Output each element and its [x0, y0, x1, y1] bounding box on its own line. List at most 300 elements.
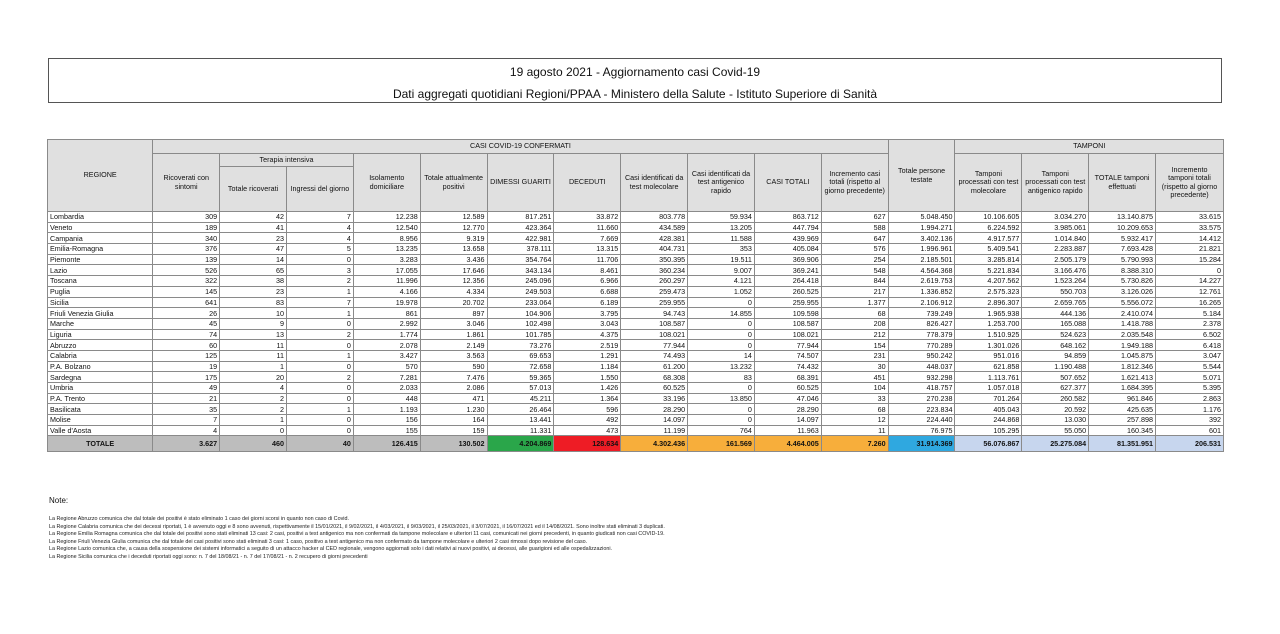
value-cell: 156 — [353, 415, 420, 426]
value-cell: 74.493 — [621, 350, 688, 361]
value-cell: 73.276 — [487, 340, 554, 351]
value-cell: 13 — [220, 329, 287, 340]
value-cell: 145 — [153, 286, 220, 297]
value-cell: 1.193 — [353, 404, 420, 415]
value-cell: 1.190.488 — [1022, 361, 1089, 372]
value-cell: 369.906 — [754, 254, 821, 265]
value-cell: 340 — [153, 233, 220, 244]
value-cell: 217 — [821, 286, 888, 297]
value-cell: 3.427 — [353, 350, 420, 361]
value-cell: 154 — [821, 340, 888, 351]
total-value-cell: 161.569 — [688, 436, 755, 452]
header-incremento: Incremento casi totali (rispetto al giorno precedente) — [821, 154, 888, 212]
value-cell: 0 — [287, 254, 354, 265]
value-cell: 1.052 — [688, 286, 755, 297]
value-cell: 77.944 — [754, 340, 821, 351]
report-subtitle: Dati aggregati quotidiani Regioni/PPAA - Ministero della Salute - Istituto Superiore di Sanità — [392, 87, 878, 101]
value-cell: 19.511 — [688, 254, 755, 265]
value-cell: 1.253.700 — [955, 318, 1022, 329]
value-cell: 38 — [220, 276, 287, 287]
value-cell: 212 — [821, 329, 888, 340]
value-cell: 3.043 — [554, 318, 621, 329]
value-cell: 16.265 — [1156, 297, 1224, 308]
value-cell: 1.045.875 — [1089, 350, 1156, 361]
header-tamp-incremento: Incremento tamponi totali (rispetto al giorno precedente) — [1156, 154, 1224, 212]
value-cell: 11.706 — [554, 254, 621, 265]
value-cell: 13.232 — [688, 361, 755, 372]
value-cell: 101.785 — [487, 329, 554, 340]
value-cell: 23 — [220, 286, 287, 297]
total-value-cell: 31.914.369 — [888, 436, 955, 452]
value-cell: 2.410.074 — [1089, 308, 1156, 319]
region-name-cell: Marche — [48, 318, 153, 329]
value-cell: 2.378 — [1156, 318, 1224, 329]
value-cell: 448 — [353, 393, 420, 404]
table-row — [48, 212, 1224, 223]
value-cell: 69.653 — [487, 350, 554, 361]
value-cell: 0 — [688, 297, 755, 308]
value-cell: 423.364 — [487, 222, 554, 233]
value-cell: 3.047 — [1156, 350, 1224, 361]
group-header-terapia: Terapia intensiva — [220, 154, 354, 167]
value-cell: 550.703 — [1022, 286, 1089, 297]
value-cell: 803.778 — [621, 212, 688, 223]
value-cell: 10 — [220, 308, 287, 319]
value-cell: 378.111 — [487, 244, 554, 255]
total-value-cell: 81.351.951 — [1089, 436, 1156, 452]
value-cell: 17.055 — [353, 265, 420, 276]
value-cell: 74 — [153, 329, 220, 340]
header-tamp-molecolare: Tamponi processati con test molecolare — [955, 154, 1022, 212]
value-cell: 1.426 — [554, 383, 621, 394]
value-cell: 590 — [420, 361, 487, 372]
value-cell: 0 — [1156, 265, 1224, 276]
table-row — [48, 404, 1224, 415]
total-value-cell: 4.302.436 — [621, 436, 688, 452]
value-cell: 322 — [153, 276, 220, 287]
value-cell: 26.464 — [487, 404, 554, 415]
value-cell: 0 — [287, 340, 354, 351]
value-cell: 259.955 — [754, 297, 821, 308]
value-cell: 45.211 — [487, 393, 554, 404]
value-cell: 10.106.605 — [955, 212, 1022, 223]
value-cell: 12.761 — [1156, 286, 1224, 297]
value-cell: 8.956 — [353, 233, 420, 244]
value-cell: 108.021 — [621, 329, 688, 340]
note-line: La Regione Friuli Venezia Giulia comunica che dal totale dei casi positivi sono stati eliminati 3 casi: 1 caso, positivo a test antigenico ma non confermato da tampone molecolare e ulteriori 2 casi rimossi dopo revisione del caso. — [49, 538, 588, 545]
table-row — [48, 383, 1224, 394]
value-cell: 33.872 — [554, 212, 621, 223]
value-cell: 33.196 — [621, 393, 688, 404]
header-dimessi: DIMESSI GUARITI — [487, 154, 554, 212]
report-title: 19 agosto 2021 - Aggiornamento casi Covid-19 — [509, 65, 761, 79]
value-cell: 164 — [420, 415, 487, 426]
value-cell: 41 — [220, 222, 287, 233]
value-cell: 350.395 — [621, 254, 688, 265]
value-cell: 10.209.653 — [1089, 222, 1156, 233]
value-cell: 19 — [153, 361, 220, 372]
value-cell: 11 — [220, 340, 287, 351]
value-cell: 2.505.179 — [1022, 254, 1089, 265]
value-cell: 14 — [688, 350, 755, 361]
value-cell: 11 — [821, 425, 888, 436]
value-cell: 0 — [287, 361, 354, 372]
value-cell: 13.850 — [688, 393, 755, 404]
value-cell: 20 — [220, 372, 287, 383]
value-cell: 223.834 — [888, 404, 955, 415]
value-cell: 447.794 — [754, 222, 821, 233]
region-name-cell: P.A. Bolzano — [48, 361, 153, 372]
value-cell: 6.418 — [1156, 340, 1224, 351]
value-cell: 1 — [220, 415, 287, 426]
value-cell: 576 — [821, 244, 888, 255]
value-cell: 1.774 — [353, 329, 420, 340]
value-cell: 5.071 — [1156, 372, 1224, 383]
value-cell: 3.436 — [420, 254, 487, 265]
value-cell: 596 — [554, 404, 621, 415]
notes-list — [49, 516, 1209, 562]
value-cell: 125 — [153, 350, 220, 361]
header-tamp-totale: TOTALE tamponi effettuati — [1089, 154, 1156, 212]
value-cell: 13.658 — [420, 244, 487, 255]
header-molecolare: Casi identificati da test molecolare — [621, 154, 688, 212]
value-cell: 4 — [220, 383, 287, 394]
value-cell: 6.688 — [554, 286, 621, 297]
value-cell: 309 — [153, 212, 220, 223]
value-cell: 1 — [287, 350, 354, 361]
value-cell: 139 — [153, 254, 220, 265]
table-row — [48, 265, 1224, 276]
value-cell: 14 — [220, 254, 287, 265]
header-antigenico: Casi identificati da test antigenico rapido — [688, 154, 755, 212]
note-line: La Regione Abruzzo comunica che dal totale dei positivi è stato eliminato 1 caso dei giorni scorsi in quanto non caso di Covid. — [49, 516, 349, 522]
total-value-cell: 7.260 — [821, 436, 888, 452]
value-cell: 14.097 — [754, 415, 821, 426]
value-cell: 439.969 — [754, 233, 821, 244]
value-cell: 35 — [153, 404, 220, 415]
value-cell: 770.289 — [888, 340, 955, 351]
table-row — [48, 308, 1224, 319]
value-cell: 4 — [153, 425, 220, 436]
value-cell: 1.550 — [554, 372, 621, 383]
value-cell: 1.965.938 — [955, 308, 1022, 319]
value-cell: 2.659.765 — [1022, 297, 1089, 308]
value-cell: 3.563 — [420, 350, 487, 361]
value-cell: 94.859 — [1022, 350, 1089, 361]
table-row — [48, 222, 1224, 233]
value-cell: 7.281 — [353, 372, 420, 383]
region-name-cell: Campania — [48, 233, 153, 244]
value-cell: 4.166 — [353, 286, 420, 297]
value-cell: 861 — [353, 308, 420, 319]
value-cell: 826.427 — [888, 318, 955, 329]
value-cell: 155 — [353, 425, 420, 436]
value-cell: 1.812.346 — [1089, 361, 1156, 372]
region-name-cell: Lazio — [48, 265, 153, 276]
header-regione: REGIONE — [48, 140, 153, 212]
table-row — [48, 233, 1224, 244]
value-cell: 14.412 — [1156, 233, 1224, 244]
value-cell: 0 — [688, 340, 755, 351]
value-cell: 77.944 — [621, 340, 688, 351]
value-cell: 12.238 — [353, 212, 420, 223]
value-cell: 1.994.271 — [888, 222, 955, 233]
value-cell: 108.587 — [621, 318, 688, 329]
value-cell: 249.503 — [487, 286, 554, 297]
value-cell: 601 — [1156, 425, 1224, 436]
value-cell: 1.377 — [821, 297, 888, 308]
value-cell: 2 — [287, 329, 354, 340]
value-cell: 1.184 — [554, 361, 621, 372]
value-cell: 260.297 — [621, 276, 688, 287]
value-cell: 2.863 — [1156, 393, 1224, 404]
value-cell: 3.402.136 — [888, 233, 955, 244]
value-cell: 4.564.368 — [888, 265, 955, 276]
value-cell: 1.510.925 — [955, 329, 1022, 340]
total-value-cell: 206.531 — [1156, 436, 1224, 452]
value-cell: 2.078 — [353, 340, 420, 351]
value-cell: 19.978 — [353, 297, 420, 308]
table-row — [48, 425, 1224, 436]
value-cell: 0 — [688, 383, 755, 394]
value-cell: 5.409.541 — [955, 244, 1022, 255]
value-cell: 2.575.323 — [955, 286, 1022, 297]
value-cell: 473 — [554, 425, 621, 436]
value-cell: 961.846 — [1089, 393, 1156, 404]
value-cell: 9 — [220, 318, 287, 329]
value-cell: 2.035.548 — [1089, 329, 1156, 340]
value-cell: 627.377 — [1022, 383, 1089, 394]
value-cell: 5.544 — [1156, 361, 1224, 372]
value-cell: 2.185.501 — [888, 254, 955, 265]
value-cell: 641 — [153, 297, 220, 308]
value-cell: 5.932.417 — [1089, 233, 1156, 244]
value-cell: 3.285.814 — [955, 254, 1022, 265]
value-cell: 932.298 — [888, 372, 955, 383]
value-cell: 26 — [153, 308, 220, 319]
value-cell: 1 — [287, 404, 354, 415]
value-cell: 104.906 — [487, 308, 554, 319]
table-row — [48, 350, 1224, 361]
value-cell: 425.635 — [1089, 404, 1156, 415]
value-cell: 548 — [821, 265, 888, 276]
value-cell: 1.949.188 — [1089, 340, 1156, 351]
value-cell: 68.391 — [754, 372, 821, 383]
value-cell: 1.996.961 — [888, 244, 955, 255]
value-cell: 7.669 — [554, 233, 621, 244]
group-header-casi: CASI COVID-19 CONFERMATI — [153, 140, 888, 154]
region-name-cell: Lombardia — [48, 212, 153, 223]
value-cell: 264.418 — [754, 276, 821, 287]
value-cell: 7 — [153, 415, 220, 426]
value-cell: 0 — [688, 318, 755, 329]
value-cell: 5.556.072 — [1089, 297, 1156, 308]
value-cell: 951.016 — [955, 350, 1022, 361]
region-name-cell: Veneto — [48, 222, 153, 233]
value-cell: 175 — [153, 372, 220, 383]
value-cell: 11.331 — [487, 425, 554, 436]
value-cell: 21 — [153, 393, 220, 404]
table-row — [48, 286, 1224, 297]
total-value-cell: 130.502 — [420, 436, 487, 452]
value-cell: 526 — [153, 265, 220, 276]
table-row — [48, 340, 1224, 351]
table-row — [48, 244, 1224, 255]
total-value-cell: 56.076.867 — [955, 436, 1022, 452]
value-cell: 47 — [220, 244, 287, 255]
total-value-cell: 126.415 — [353, 436, 420, 452]
value-cell: 21.821 — [1156, 244, 1224, 255]
value-cell: 11.588 — [688, 233, 755, 244]
value-cell: 3.166.476 — [1022, 265, 1089, 276]
header-positivi: Totale attualmente positivi — [420, 154, 487, 212]
region-name-cell: Valle d'Aosta — [48, 425, 153, 436]
value-cell: 1.230 — [420, 404, 487, 415]
header-ti-ingressi: Ingressi del giorno — [287, 167, 354, 212]
value-cell: 1.684.395 — [1089, 383, 1156, 394]
region-name-cell: Molise — [48, 415, 153, 426]
value-cell: 28.290 — [621, 404, 688, 415]
value-cell: 369.241 — [754, 265, 821, 276]
value-cell: 507.652 — [1022, 372, 1089, 383]
value-cell: 897 — [420, 308, 487, 319]
total-row — [48, 436, 1224, 452]
total-value-cell: 460 — [220, 436, 287, 452]
header-isolamento: Isolamento domiciliare — [353, 154, 420, 212]
value-cell: 23 — [220, 233, 287, 244]
value-cell: 950.242 — [888, 350, 955, 361]
value-cell: 74.507 — [754, 350, 821, 361]
value-cell: 60 — [153, 340, 220, 351]
value-cell: 8.388.310 — [1089, 265, 1156, 276]
value-cell: 15.284 — [1156, 254, 1224, 265]
note-line: La Regione Sicilia comunica che i deceduti riportati oggi sono: n. 7 del 18/08/21 - n. 7 del 17/08/21 - n. 2 recupero di giorni precedenti — [49, 553, 368, 560]
value-cell: 59.365 — [487, 372, 554, 383]
value-cell: 4 — [287, 222, 354, 233]
value-cell: 270.238 — [888, 393, 955, 404]
value-cell: 20.592 — [1022, 404, 1089, 415]
region-name-cell: Liguria — [48, 329, 153, 340]
value-cell: 20.702 — [420, 297, 487, 308]
value-cell: 68 — [821, 308, 888, 319]
value-cell: 5.048.450 — [888, 212, 955, 223]
value-cell: 0 — [220, 425, 287, 436]
value-cell: 65 — [220, 265, 287, 276]
total-value-cell: 128.634 — [554, 436, 621, 452]
value-cell: 33 — [821, 393, 888, 404]
value-cell: 11.660 — [554, 222, 621, 233]
value-cell: 11.963 — [754, 425, 821, 436]
region-name-cell: Friuli Venezia Giulia — [48, 308, 153, 319]
value-cell: 3.985.061 — [1022, 222, 1089, 233]
value-cell: 360.234 — [621, 265, 688, 276]
value-cell: 245.096 — [487, 276, 554, 287]
value-cell: 231 — [821, 350, 888, 361]
value-cell: 1.336.852 — [888, 286, 955, 297]
value-cell: 108.021 — [754, 329, 821, 340]
group-header-row — [48, 140, 1224, 154]
value-cell: 13.315 — [554, 244, 621, 255]
value-cell: 451 — [821, 372, 888, 383]
value-cell: 1.291 — [554, 350, 621, 361]
value-cell: 259.473 — [621, 286, 688, 297]
value-cell: 2 — [287, 372, 354, 383]
value-cell: 5.221.834 — [955, 265, 1022, 276]
value-cell: 11 — [220, 350, 287, 361]
group-header-tamponi: TAMPONI — [955, 140, 1224, 154]
value-cell: 1.364 — [554, 393, 621, 404]
value-cell: 59.934 — [688, 212, 755, 223]
value-cell: 471 — [420, 393, 487, 404]
total-value-cell: 40 — [287, 436, 354, 452]
region-name-cell: Abruzzo — [48, 340, 153, 351]
value-cell: 49 — [153, 383, 220, 394]
header-casi-totali: CASI TOTALI — [754, 154, 821, 212]
value-cell: 7.693.428 — [1089, 244, 1156, 255]
value-cell: 0 — [287, 393, 354, 404]
value-cell: 208 — [821, 318, 888, 329]
value-cell: 405.043 — [955, 404, 1022, 415]
value-cell: 28.290 — [754, 404, 821, 415]
value-cell: 343.134 — [487, 265, 554, 276]
value-cell: 76.975 — [888, 425, 955, 436]
value-cell: 102.498 — [487, 318, 554, 329]
value-cell: 647 — [821, 233, 888, 244]
value-cell: 104 — [821, 383, 888, 394]
total-value-cell: 3.627 — [153, 436, 220, 452]
table-row — [48, 329, 1224, 340]
value-cell: 3 — [287, 265, 354, 276]
value-cell: 405.084 — [754, 244, 821, 255]
value-cell: 863.712 — [754, 212, 821, 223]
value-cell: 60.525 — [621, 383, 688, 394]
value-cell: 422.981 — [487, 233, 554, 244]
region-name-cell: Basilicata — [48, 404, 153, 415]
value-cell: 254 — [821, 254, 888, 265]
region-name-cell: Emilia-Romagna — [48, 244, 153, 255]
value-cell: 61.200 — [621, 361, 688, 372]
value-cell: 1 — [220, 361, 287, 372]
value-cell: 4.207.562 — [955, 276, 1022, 287]
value-cell: 1.861 — [420, 329, 487, 340]
value-cell: 7 — [287, 212, 354, 223]
value-cell: 1.418.788 — [1089, 318, 1156, 329]
region-name-cell: Sicilia — [48, 297, 153, 308]
value-cell: 6.966 — [554, 276, 621, 287]
value-cell: 2 — [287, 276, 354, 287]
value-cell: 159 — [420, 425, 487, 436]
region-name-cell: Calabria — [48, 350, 153, 361]
value-cell: 353 — [688, 244, 755, 255]
value-cell: 701.264 — [955, 393, 1022, 404]
value-cell: 5.184 — [1156, 308, 1224, 319]
value-cell: 2 — [220, 393, 287, 404]
value-cell: 1.523.264 — [1022, 276, 1089, 287]
value-cell: 448.037 — [888, 361, 955, 372]
table-row — [48, 361, 1224, 372]
value-cell: 74.432 — [754, 361, 821, 372]
value-cell: 260.582 — [1022, 393, 1089, 404]
value-cell: 444.136 — [1022, 308, 1089, 319]
value-cell: 8.461 — [554, 265, 621, 276]
table-row — [48, 415, 1224, 426]
value-cell: 1.014.840 — [1022, 233, 1089, 244]
value-cell: 9.319 — [420, 233, 487, 244]
value-cell: 5.395 — [1156, 383, 1224, 394]
header-ricoverati: Ricoverati con sintomi — [153, 154, 220, 212]
value-cell: 376 — [153, 244, 220, 255]
value-cell: 1.621.413 — [1089, 372, 1156, 383]
